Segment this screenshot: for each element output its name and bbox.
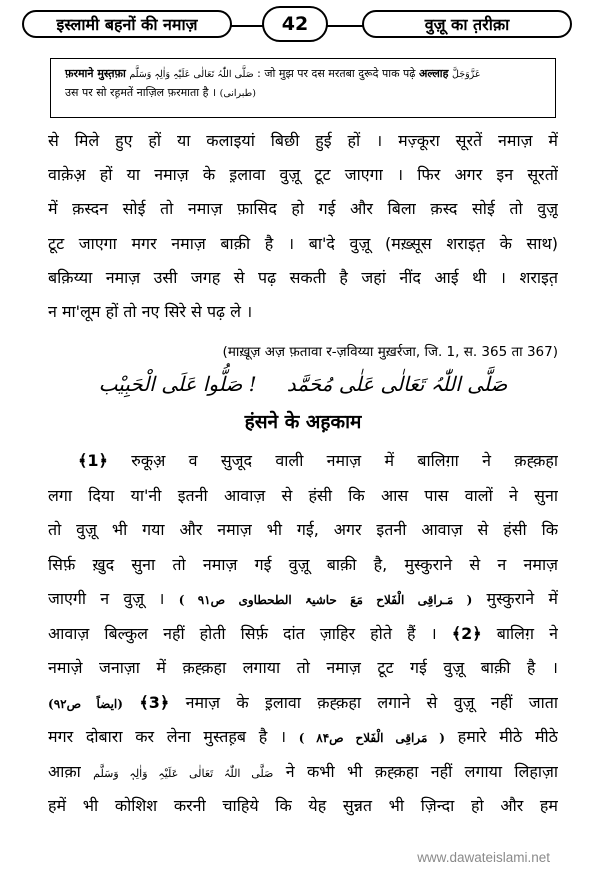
durood-right: صَلَّی اللّٰہُ تَعَالٰی عَلٰی مُحَمَّد (286, 372, 508, 396)
farman-text-1: : जो मुझ पर दस मरतबा दुरूदे पाक पढ़े (257, 67, 416, 80)
text-line (48, 686, 558, 721)
arabic-honorific: صَلَّی اللّٰہُ تَعَالٰی عَلَیْہِ وَاٰلِہٖ وَسَلَّم (93, 766, 274, 780)
text-line: हमें भी कोशिश करनी चाहिये कि येह सुन्नत भी ज़िन्दा हो और हम (48, 796, 558, 815)
text-line: न मा'लूम हों तो नए सिरे से पढ़ ले । (48, 301, 253, 321)
header-rule-left (227, 25, 267, 27)
farman-line-1 (65, 65, 545, 84)
item-number: ﴾2﴿ (451, 623, 482, 643)
text-line (48, 444, 558, 479)
line-text: आवाज़ बिल्कुल नहीं होती सिर्फ़ दांत ज़ाहिर होते हैं । (48, 623, 437, 643)
arabic-reference: (ایضاً ص۹۲) (48, 696, 123, 711)
website-url: www.dawateislami.net (417, 850, 550, 865)
text-line (48, 755, 558, 790)
text-line: लगा दिया या'नी इतनी आवाज़ से हंसी कि आस पास वालों ने सुना (48, 485, 558, 505)
text-line (48, 617, 558, 652)
durood-left: صَلُّوا عَلَی الْحَبِیْب ! (98, 372, 257, 396)
text-line: से मिले हुए हों या कलाइयां बिछी हुई हों । मज़्कूरा सूरतें नमाज़ में (48, 131, 558, 150)
text-line: में क़स्दन सोई तो नमाज़ फ़ासिद हो गई और बिला क़स्द सोई तो वुज़ू (48, 199, 558, 219)
arabic-reference: ( مَراقِی الْفَلاح ص۸۴ ) (298, 731, 445, 745)
chapter-title: वुज़ू का त़रीक़ा (362, 10, 572, 38)
item-number: ﴾1﴿ (78, 451, 108, 470)
text-line: वाक़ेअ़ हों या नमाज़ के इ़लावा वुज़ू टूट जाएगा । फिर अगर इन सूरतों (48, 165, 558, 185)
text-line: टूट जाएगा मगर नमाज़ बाक़ी है । बा'दे वुज़ू (मख़्सूस शराइत़ के साथ) (48, 233, 558, 253)
book-title: इस्लामी बहनों की नमाज़ (22, 10, 232, 38)
page-header (22, 6, 572, 44)
section-heading: हंसने के अह़काम (244, 411, 362, 433)
line-text: रुकूअ़ व सुजूद वाली नमाज़ में बालिग़ा ने क़ह्क़हा (131, 451, 558, 470)
line-text: बालिग़ ने (496, 623, 558, 643)
line-text: मुस्कुराने में (486, 589, 558, 608)
text-line: सिर्फ़ ख़ुद सुना तो नमाज़ गई वुज़ू बाक़ी है, मुस्कुराने से न नमाज़ (48, 554, 558, 574)
farman-allah: अल्लाह (418, 67, 449, 80)
farman-source: (طبرانی) (219, 88, 256, 99)
paragraph-1 (48, 124, 558, 329)
text-line: बक़िय्या नमाज़ उसी जगह से पढ़ सकती है जहां नींद आई थी । शराइत़ (48, 267, 558, 287)
arabic-reference: ( مَـراقِی الْفَلاح مَعَ حاشیۃ الطحطاوی ص۹۱ ) (178, 593, 473, 607)
line-text: मगर दोबारा कर लेना मुस्तह़ब है । (48, 727, 287, 746)
farman-honorific: صَلَّی اللّٰہُ تَعَالٰی عَلَیْہِ وَاٰلِہٖ وَسَلَّم (129, 69, 254, 80)
farman-azza: عَزَّوَجَلَّ (452, 69, 481, 80)
text-line (48, 720, 558, 755)
line-text: हमारे मीठे मीठे (457, 727, 558, 746)
reference-1: (माख़ूज़ अज़ फ़तावा र-ज़विय्या मुख़र्रजा, जि. 1, स. 365 ता 367) (222, 344, 558, 360)
farman-text-2: उस पर सो रह़मतें नाज़िल फ़रमाता है । (65, 86, 217, 99)
text-line: तो वुज़ू भी गया और नमाज़ भी गई, अगर इतनी आवाज़ से हंसी कि (48, 520, 558, 539)
header-rule-right (322, 25, 367, 27)
durood-line (48, 366, 558, 402)
line-text: ने कभी भी क़ह्क़हा नहीं लगाया लिहाज़ा (285, 761, 558, 781)
page-number: 42 (262, 6, 328, 42)
line-text: आक़ा (48, 761, 81, 781)
farman-label: फ़रमाने मुस्त़फ़ा (65, 67, 126, 80)
line-text: जाएगी न वुज़ू । (48, 589, 165, 608)
text-line (48, 582, 558, 617)
farman-box (50, 58, 556, 118)
text-line: नमाज़े जनाज़ा में क़ह्क़हा लगाया तो नमाज़ टूट गई वुज़ू बाक़ी है । (48, 658, 558, 677)
farman-line-2 (65, 84, 545, 103)
item-number: ﴾3﴿ (139, 692, 170, 712)
line-text: नमाज़ के इ़लावा क़ह्क़हा लगाने से वुज़ू नहीं जाता (185, 692, 558, 712)
paragraph-2 (48, 444, 558, 824)
